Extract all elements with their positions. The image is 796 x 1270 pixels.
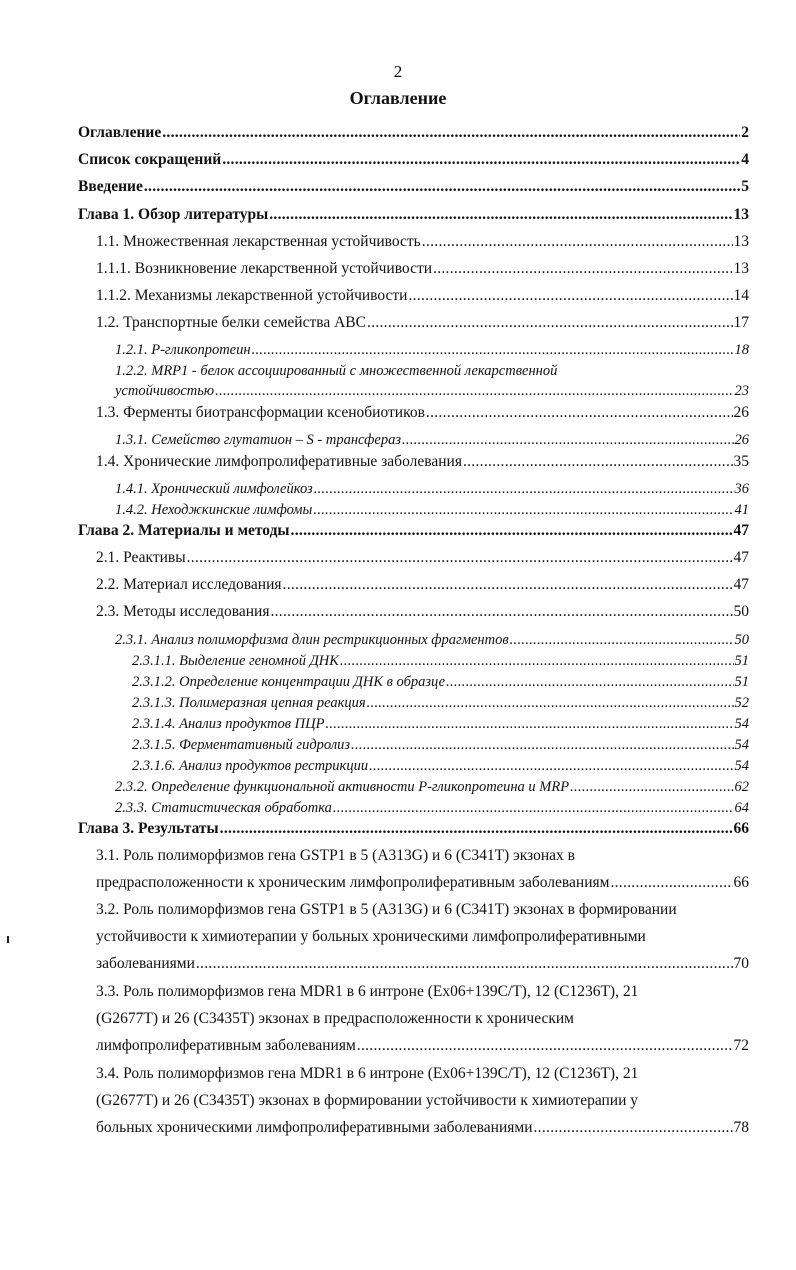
toc-entry[interactable]: 2.2. Материал исследования ..... 47 (96, 575, 749, 595)
toc-entry-line[interactable]: 3.3. Роль полиморфизмов гена MDR1 в 6 интроне (Ex06+139C/T), 12 (C1236T), 21 (96, 983, 639, 1000)
toc-entry[interactable]: 1.4. Хронические лимфопролиферативные заболевания ..... 35 (96, 452, 749, 472)
toc-entry[interactable]: Оглавление ..... 2 (78, 123, 749, 143)
toc-entry[interactable]: 2.3.3. Статистическая обработка ..... 64 (115, 798, 749, 818)
toc-entry-line[interactable]: устойчивости к химиотерапии у больных хроническими лимфопролиферативными (96, 928, 646, 945)
toc-entry[interactable]: 1.3.1. Семейство глутатион – S - трансфераз ..... 26 (115, 430, 749, 450)
toc-entry[interactable]: 2.3.1.4. Анализ продуктов ПЦР ..... 54 (132, 714, 749, 734)
toc-entry[interactable]: 2.3.1.5. Ферментативный гидролиз ..... 54 (132, 735, 749, 755)
toc-entry[interactable]: 2.3.2. Определение функциональной активности Р-гликопротеина и MRP ..... 62 (115, 777, 749, 797)
page-title: Оглавление (349, 88, 447, 108)
toc-entry[interactable]: 2.3.1.3. Полимеразная цепная реакция ..... 52 (132, 693, 749, 713)
toc-entry[interactable]: 1.4.1. Хронический лимфолейкоз ..... 36 (115, 479, 749, 499)
toc-entry[interactable]: 2.3.1.1. Выделение геномной ДНК ..... 51 (132, 651, 749, 671)
toc-entry-line[interactable]: 3.4. Роль полиморфизмов гена MDR1 в 6 интроне (Ex06+139C/T), 12 (C1236T), 21 (96, 1065, 639, 1082)
toc-entry[interactable]: лимфопролиферативным заболеваниям ..... 72 (96, 1036, 749, 1056)
toc-entry[interactable]: Введение ..... 5 (78, 177, 749, 197)
toc-entry-line[interactable]: (G2677T) и 26 (C3435T) экзонах в предрасположенности к хроническим (96, 1010, 574, 1027)
toc-entry[interactable]: устойчивостью ..... 23 (115, 381, 749, 401)
toc-entry-line[interactable]: (G2677T) и 26 (C3435T) экзонах в формировании устойчивости к химиотерапии у (96, 1092, 639, 1109)
toc-entry[interactable]: 2.1. Реактивы ..... 47 (96, 548, 749, 568)
toc-entry[interactable]: 2.3.1. Анализ полиморфизма длин рестрикционных фрагментов ..... 50 (115, 630, 749, 650)
toc-entry[interactable]: 1.2.1. Р-гликопротеин ..... 18 (115, 340, 749, 360)
toc-entry-line[interactable]: 3.1. Роль полиморфизмов гена GSTP1 в 5 (A313G) и 6 (C341T) экзонах в (96, 847, 575, 864)
toc-entry[interactable]: 1.1.2. Механизмы лекарственной устойчивости ..... 14 (96, 286, 749, 306)
toc-entry[interactable]: предрасположенности к хроническим лимфопролиферативным заболеваниям ..... 66 (96, 873, 749, 893)
scan-artifact (7, 936, 9, 943)
toc-entry-line[interactable]: 3.2. Роль полиморфизмов гена GSTP1 в 5 (A313G) и 6 (C341T) экзонах в формировании (96, 901, 677, 918)
toc-entry[interactable]: Глава 3. Результаты ..... 66 (78, 819, 749, 839)
toc-entry[interactable]: 1.1.1. Возникновение лекарственной устойчивости ..... 13 (96, 259, 749, 279)
toc-entry[interactable]: заболеваниями ..... 70 (96, 954, 749, 974)
toc-entry[interactable]: 1.1. Множественная лекарственная устойчивость ..... 13 (96, 232, 749, 252)
toc-entry[interactable]: 1.2. Транспортные белки семейства ABC ..... 17 (96, 313, 749, 333)
toc-entry[interactable]: больных хроническими лимфопролиферативными заболеваниями ..... 78 (96, 1118, 749, 1138)
toc-entry[interactable]: Глава 2. Материалы и методы ..... 47 (78, 521, 749, 541)
page-number: 2 (393, 62, 403, 81)
toc-entry[interactable]: 2.3.1.6. Анализ продуктов рестрикции ..... 54 (132, 756, 749, 776)
toc-entry[interactable]: 1.4.2. Неходжкинские лимфомы ..... 41 (115, 500, 749, 520)
toc-entry[interactable]: 2.3. Методы исследования ..... 50 (96, 602, 749, 622)
toc-entry[interactable]: 2.3.1.2. Определение концентрации ДНК в образце ..... 51 (132, 672, 749, 692)
toc-entry-line[interactable]: 1.2.2. MRP1 - белок ассоциированный с множественной лекарственной (115, 363, 558, 379)
toc-entry[interactable]: Глава 1. Обзор литературы ..... 13 (78, 205, 749, 225)
toc-entry[interactable]: Список сокращений ..... 4 (78, 150, 749, 170)
toc-entry[interactable]: 1.3. Ферменты биотрансформации ксенобиотиков ..... 26 (96, 403, 749, 423)
